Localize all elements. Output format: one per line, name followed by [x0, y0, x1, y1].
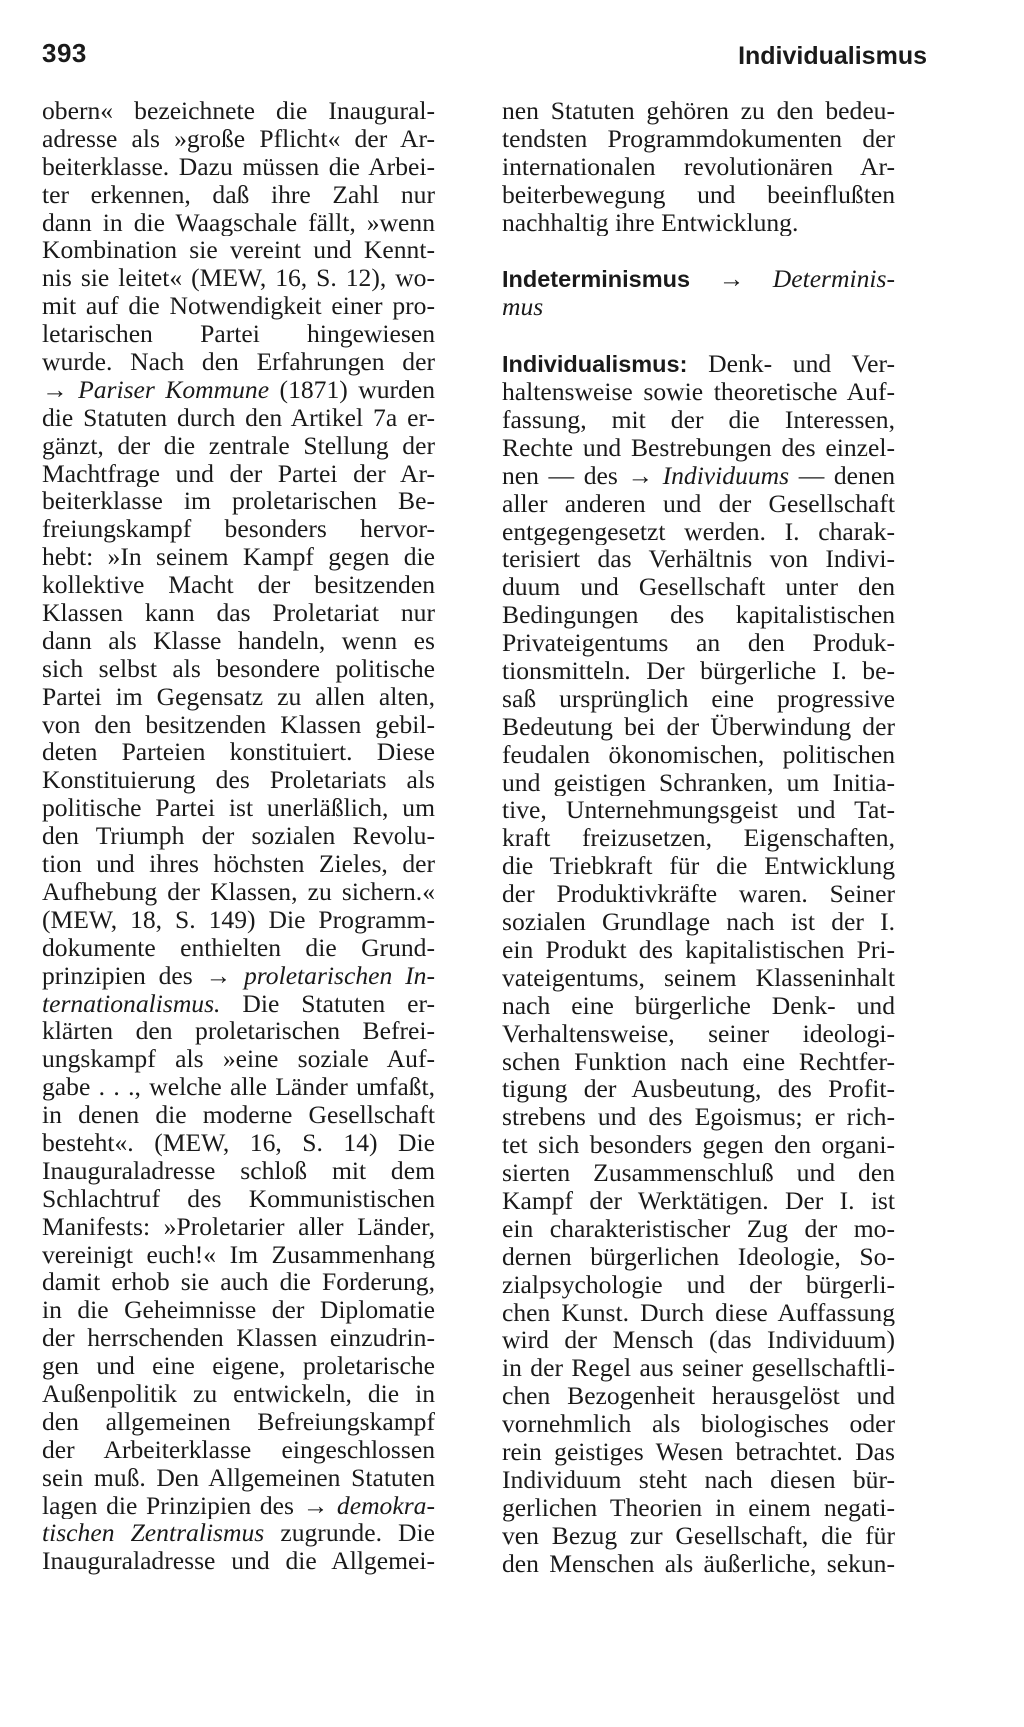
text-line: besteht«. (MEW, 16, S. 14) Die: [42, 1128, 435, 1157]
text-line: aller anderen und der Gesellschaft: [502, 489, 895, 518]
italic-term: Individuums: [662, 461, 790, 490]
entry-indeterminismus: [502, 265, 895, 293]
entry-gap: [502, 236, 895, 265]
text-line: und geistigen Schranken, um Initia-: [502, 768, 895, 797]
text-line: ein charakteristischer Zug der mo-: [502, 1214, 895, 1243]
text-line: haltensweise sowie theoretische Auf-: [502, 378, 895, 407]
text-line: vereinigt euch!« Im Zusammenhang: [42, 1240, 435, 1269]
left-column: [42, 97, 435, 1575]
text-line: tion und ihres höchsten Zieles, der: [42, 850, 435, 878]
entry-gap: [502, 321, 895, 350]
italic-term: Pariser Kommune: [78, 375, 270, 404]
text-line: Klassen kann das Proletariat nur: [42, 599, 435, 627]
text-line: rein geistiges Wesen betrachtet. Das: [502, 1437, 895, 1466]
running-head: Individualismus: [738, 42, 927, 70]
first-line-text: Denk- und Ver-: [708, 350, 895, 379]
text-line: sierten Zusammenschluß und den: [502, 1159, 895, 1187]
page-number: 393: [42, 38, 87, 68]
text-line: Inauguraladresse und die Allgemei-: [42, 1547, 435, 1576]
text-line: ter erkennen, daß ihre Zahl nur: [42, 180, 435, 209]
text-line: nen Statuten gehören zu den bedeu-: [502, 97, 895, 125]
text-line: sozialen Grundlage nach ist der I.: [502, 908, 895, 936]
text-line: Individuum steht nach diesen bür-: [502, 1465, 895, 1494]
text-line: von den besitzenden Klassen gebil-: [42, 710, 435, 739]
text-line: gänzt, der die zentrale Stellung der: [42, 431, 435, 460]
text-line: deten Parteien konstituiert. Diese: [42, 738, 435, 767]
italic-term: demokra-: [336, 1491, 435, 1520]
text-line: chen Bezogenheit herausgelöst und: [502, 1382, 895, 1411]
text-line: beiterbewegung und beeinflußten: [502, 180, 895, 209]
text-line: der Produktivkräfte waren. Seiner: [502, 880, 895, 909]
text-line: entgegengesetzt werden. I. charak-: [502, 517, 895, 546]
text-line: Manifests: »Proletarier aller Länder,: [42, 1212, 435, 1241]
text-line: Bedeutung bei der Überwindung der: [502, 712, 895, 741]
text-line: (MEW, 18, S. 149) Die Programm-: [42, 905, 435, 934]
text-line: Inauguraladresse schloß mit dem: [42, 1156, 435, 1185]
text-line: ein Produkt des kapitalistischen Pri-: [502, 935, 895, 964]
text-line: Aufhebung der Klassen, zu sichern.«: [42, 877, 435, 906]
text-line: wurde. Nach den Erfahrungen der: [42, 348, 435, 376]
text-line: hebt: »In seinem Kampf gegen die: [42, 543, 435, 572]
text-line: [502, 293, 895, 321]
text-line: → Pariser Kommune (1871) wurden: [42, 375, 435, 404]
text-line: wird der Mensch (das Individuum): [502, 1326, 895, 1355]
text-line: fassung, mit der die Interessen,: [502, 406, 895, 434]
text-line: damit erhob sie auch die Forderung,: [42, 1268, 435, 1297]
text-line: Machtfrage und der Partei der Ar-: [42, 459, 435, 488]
text-line: lagen die Prinzipien des → demokra-: [42, 1491, 435, 1520]
text-line: saß ursprünglich eine progressive: [502, 684, 895, 713]
italic-term: ternationalismus.: [42, 989, 221, 1018]
text-line: Rechte und Bestrebungen des einzel-: [502, 433, 895, 462]
text-line: tischen Zentralismus zugrunde. Die: [42, 1519, 435, 1548]
text-line: chen Kunst. Durch diese Auffassung: [502, 1298, 895, 1327]
text-line: schen Funktion nach eine Rechtfer-: [502, 1047, 895, 1076]
text-line: nachhaltig ihre Entwicklung.: [502, 208, 799, 237]
text-line: der herrschenden Klassen einzudrin-: [42, 1324, 435, 1353]
text-line: Partei im Gegensatz zu allen alten,: [42, 682, 435, 711]
text-line: dann als Klasse handeln, wenn es: [42, 626, 435, 655]
text-line: vateigentums, seinem Klasseninhalt: [502, 963, 895, 992]
text-line: die Triebkraft für die Entwicklung: [502, 852, 895, 881]
headword: Individualismus:: [502, 351, 688, 378]
text-line: Privateigentums an den Produk-: [502, 629, 895, 658]
text-line: sein muß. Den Allgemeinen Statuten: [42, 1463, 435, 1492]
text-line: Kampf der Werktätigen. Der I. ist: [502, 1186, 895, 1215]
text-line: den Menschen als äußerliche, sekun-: [502, 1549, 895, 1578]
text-line: Verhaltensweise, seiner ideologi-: [502, 1019, 895, 1048]
text-line: beiterklasse. Dazu müssen die Arbei-: [42, 152, 435, 181]
text-line: nis sie leitet« (MEW, 16, S. 12), wo-: [42, 264, 435, 293]
text-line: obern« bezeichnete die Inaugural-: [42, 97, 435, 125]
text-line: ven Bezug zur Gesellschaft, die für: [502, 1521, 895, 1550]
headword: Indeterminismus: [502, 266, 691, 293]
text-line: Außenpolitik zu entwickeln, die in: [42, 1379, 435, 1408]
text-line: prinzipien des → proletarischen In-: [42, 961, 435, 990]
text-line: dokumente enthielten die Grund-: [42, 933, 435, 962]
text-line: mit auf die Notwendigkeit einer pro-: [42, 292, 435, 321]
text-line: tendsten Programmdokumenten der: [502, 124, 895, 153]
text-line: Konstituierung des Proletariats als: [42, 766, 435, 795]
text-line: in denen die moderne Gesellschaft: [42, 1101, 435, 1129]
text-line: den Triumph der sozialen Revolu-: [42, 822, 435, 851]
text-line: dernen bürgerlichen Ideologie, So-: [502, 1242, 895, 1271]
text-line: Schlachtruf des Kommunistischen: [42, 1184, 435, 1213]
text-line: feudalen ökonomischen, politischen: [502, 740, 895, 769]
text-line: den allgemeinen Befreiungskampf: [42, 1407, 435, 1436]
text-line: die Statuten durch den Artikel 7a er-: [42, 403, 435, 432]
arrow-icon: →: [718, 265, 745, 294]
text-line: politische Partei ist unerläßlich, um: [42, 794, 435, 823]
text-line: strebens und des Egoismus; er rich-: [502, 1103, 895, 1132]
text-line: gabe . . ., welche alle Länder umfaßt,: [42, 1073, 435, 1102]
text-line: ternationalismus. Die Statuten er-: [42, 989, 435, 1018]
text-line: nen — des → Individuums — denen: [502, 461, 895, 490]
text-line: terisiert das Verhältnis von Indivi-: [502, 545, 895, 574]
text-line: vornehmlich als biologisches oder: [502, 1410, 895, 1438]
text-line: letarischen Partei hingewiesen: [42, 320, 435, 349]
text-line: zialpsychologie und der bürgerli-: [502, 1270, 895, 1299]
text-line: Bedingungen des kapitalistischen: [502, 601, 895, 630]
cross-reference: Determinis-: [772, 265, 895, 294]
text-line: in der Regel aus seiner gesellschaftli-: [502, 1354, 895, 1383]
italic-term: proletarischen In-: [243, 961, 435, 990]
text-line: tive, Unternehmungsgeist und Tat-: [502, 796, 895, 825]
text-line: Kombination sie vereint und Kennt-: [42, 236, 435, 265]
text-line: tet sich besonders gegen den organi-: [502, 1131, 895, 1160]
text-line: tionsmitteln. Der bürgerliche I. be-: [502, 657, 895, 685]
right-column: [502, 97, 895, 1577]
text-line: duum und Gesellschaft unter den: [502, 573, 895, 602]
text-line: sich selbst als besondere politische: [42, 654, 435, 683]
text-line: beiterklasse im proletarischen Be-: [42, 487, 435, 516]
text-line: dann in die Waagschale fällt, »wenn: [42, 208, 435, 237]
text-line: freiungskampf besonders hervor-: [42, 515, 435, 544]
text-line: kraft freizusetzen, Eigenschaften,: [502, 824, 895, 853]
text-line: adresse als »große Pflicht« der Ar-: [42, 124, 435, 153]
text-line: gerlichen Theorien in einem negati-: [502, 1493, 895, 1522]
text-line: klärten den proletarischen Befrei-: [42, 1017, 435, 1046]
text-line: kollektive Macht der besitzenden: [42, 571, 435, 600]
cross-reference-cont: mus: [502, 293, 544, 322]
italic-term: tischen Zentralismus: [42, 1519, 265, 1548]
text-line: internationalen revolutionären Ar-: [502, 152, 895, 181]
text-line: der Arbeiterklasse eingeschlossen: [42, 1435, 435, 1464]
text-line: tigung der Ausbeutung, des Profit-: [502, 1075, 895, 1104]
text-line: ungskampf als »eine soziale Auf-: [42, 1045, 435, 1074]
text-line: nach eine bürgerliche Denk- und: [502, 991, 895, 1020]
entry-individualismus: [502, 350, 895, 378]
text-line: in die Geheimnisse der Diplomatie: [42, 1296, 435, 1325]
text-line: gen und eine eigene, proletarische: [42, 1352, 435, 1380]
